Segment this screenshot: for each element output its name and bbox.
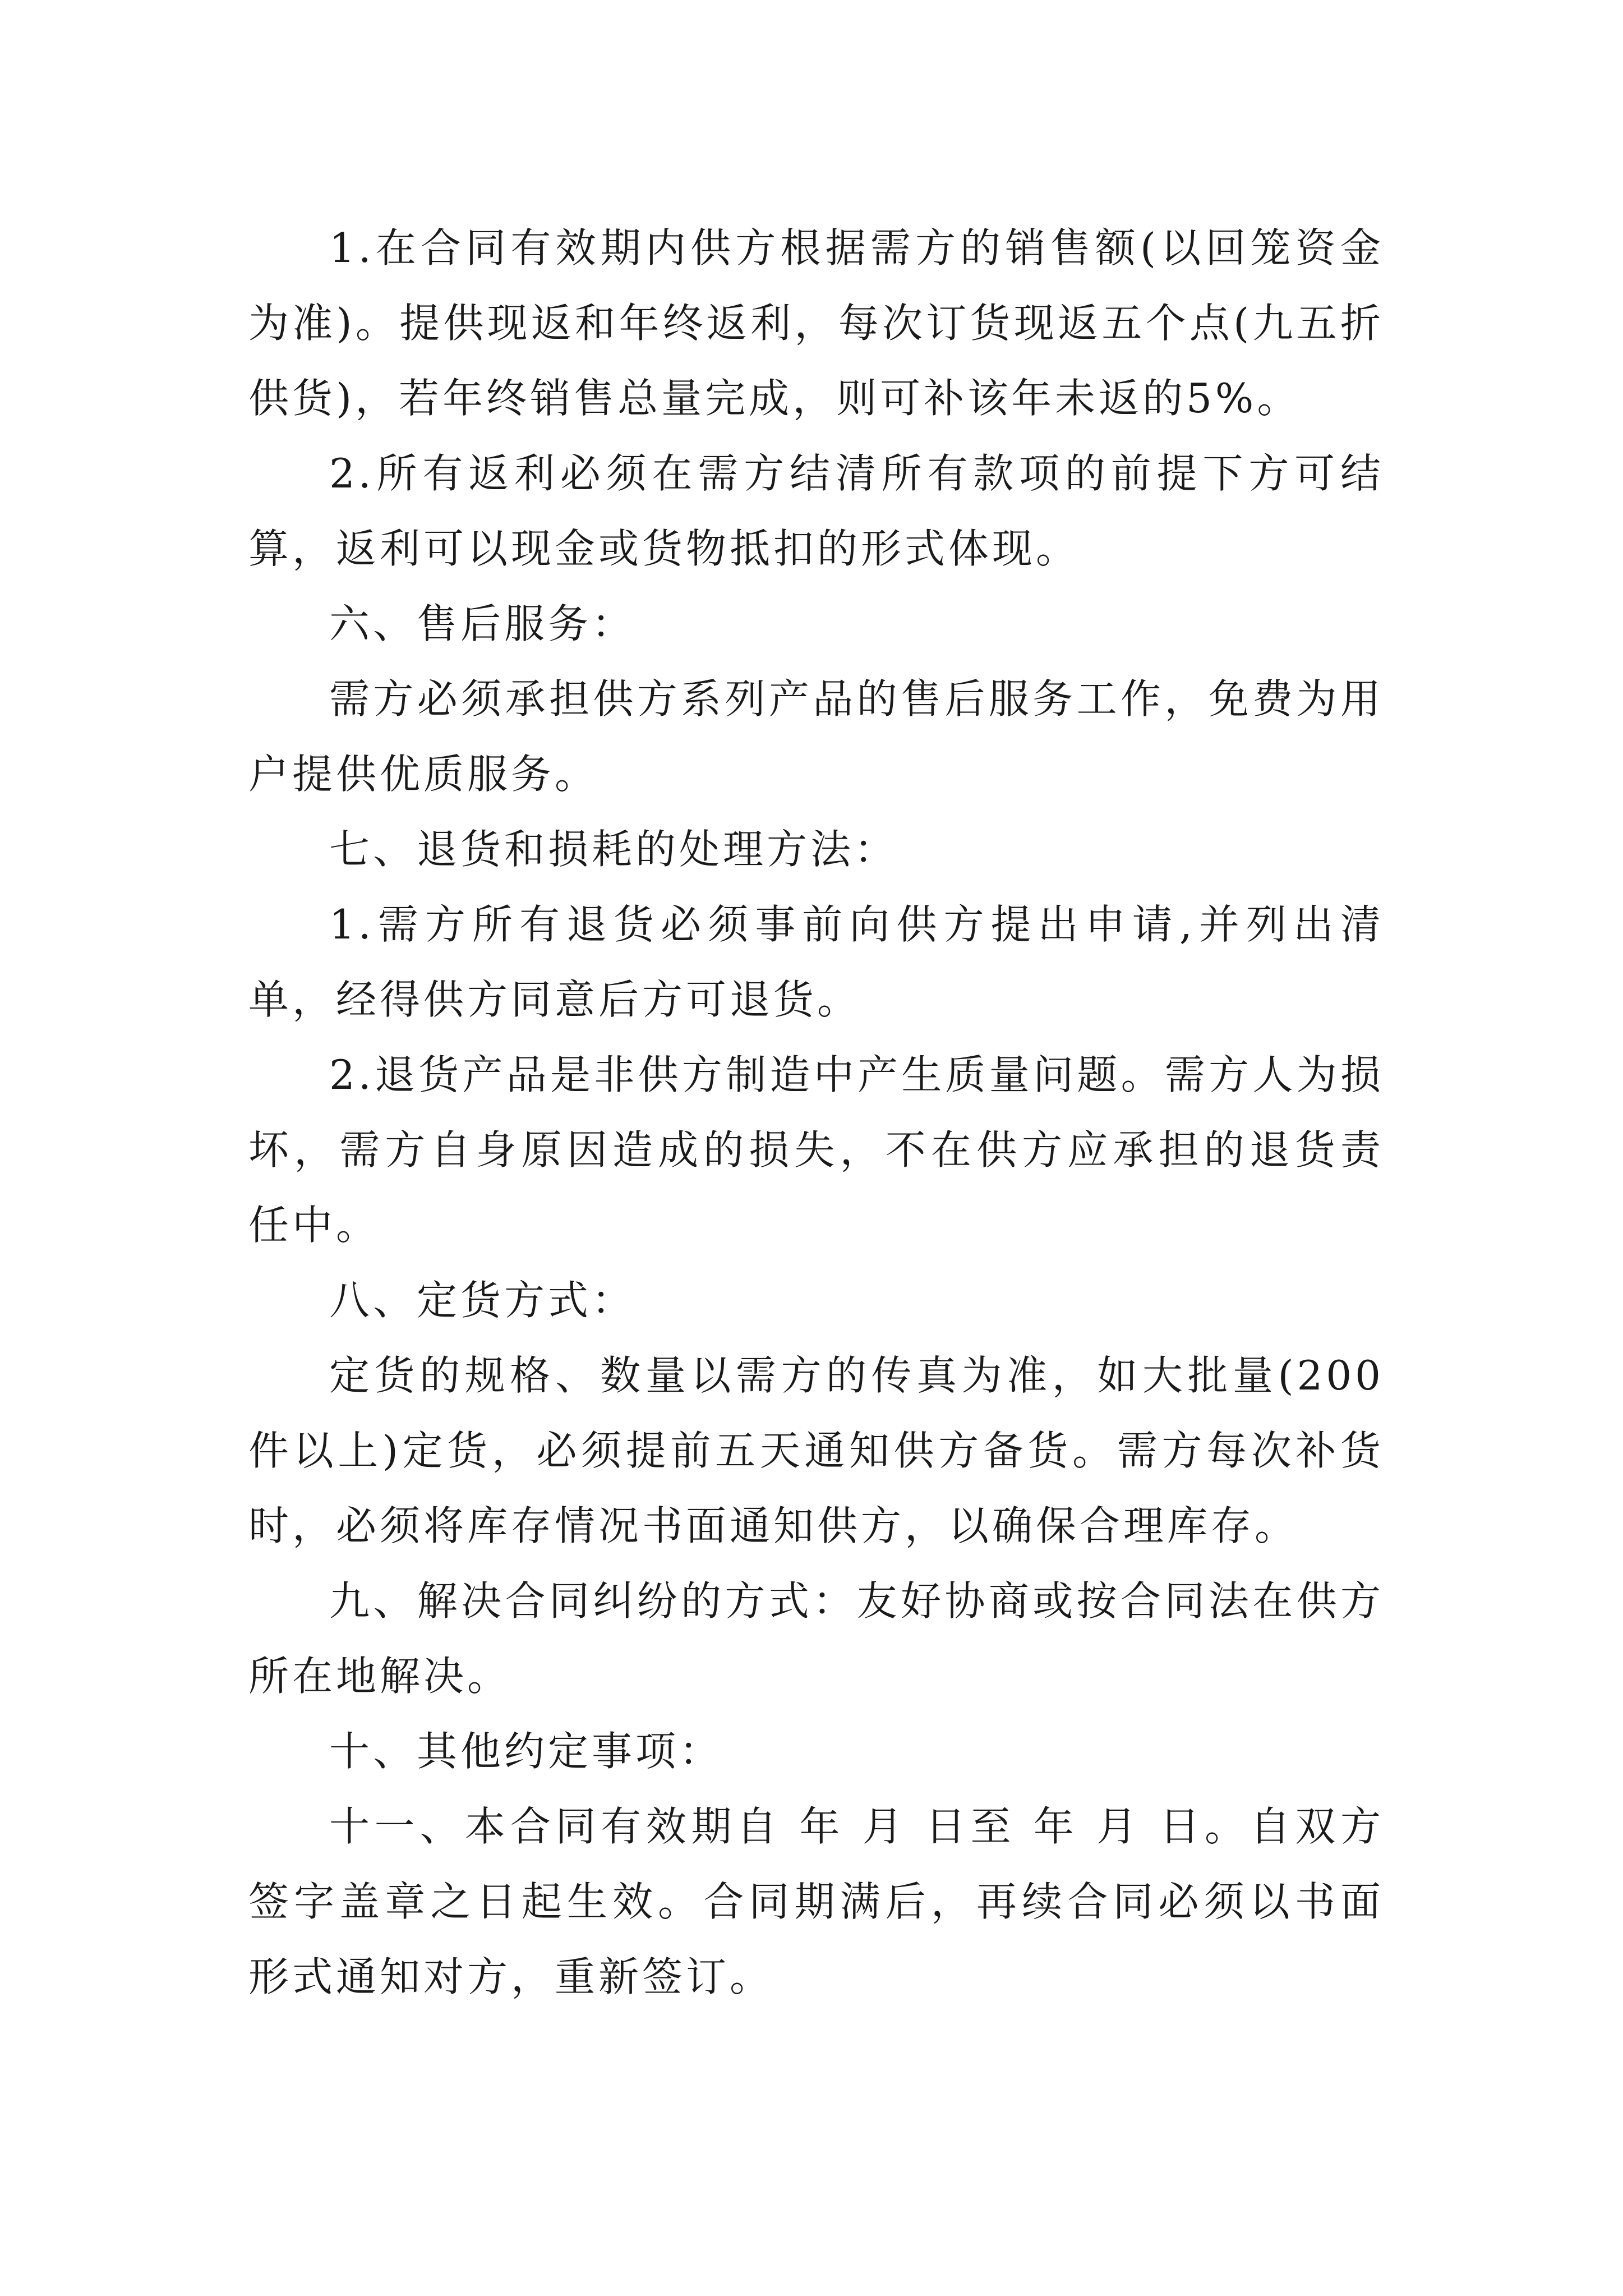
paragraph-ordering: 定货的规格、数量以需方的传真为准，如大批量(200件以上)定货，必须提前五天通知供方备货。需方每次补货时，必须将库存情况书面通知供方，以确保合理库存。	[248, 1352, 1384, 1549]
section-heading-ordering: 八、定货方式：	[329, 1277, 636, 1324]
section-heading-returns: 七、退货和损耗的处理方法：	[329, 826, 898, 873]
paragraph-returns-2: 2.退货产品是非供方制造中产生质量问题。需方人为损坏，需方自身原因造成的损失，不在供方应承担的退货责任中。	[248, 1051, 1384, 1249]
section-heading-other: 十、其他约定事项：	[329, 1728, 723, 1775]
paragraph-rebate-1: 1.在合同有效期内供方根据需方的销售额(以回笼资金为准)。提供现返和年终返利，每次订货现返五个点(九五折供货)，若年终销售总量完成，则可补该年未返的5%。	[248, 224, 1384, 422]
paragraph-disputes: 九、解决合同纠纷的方式：友好协商或按合同法在供方所在地解决。	[248, 1577, 1384, 1700]
paragraph-validity: 十一、本合同有效期自 年 月 日至 年 月 日。自双方签字盖章之日起生效。合同期满后，再续合同必须以书面形式通知对方，重新签订。	[248, 1803, 1384, 2000]
paragraph-after-sales: 需方必须承担供方系列产品的售后服务工作，免费为用户提供优质服务。	[248, 675, 1384, 798]
paragraph-rebate-2: 2.所有返利必须在需方结清所有款项的前提下方可结算，返利可以现金或货物抵扣的形式体现。	[248, 450, 1384, 572]
section-heading-after-sales: 六、售后服务：	[329, 600, 636, 647]
paragraph-returns-1: 1.需方所有退货必须事前向供方提出申请,并列出清单，经得供方同意后方可退货。	[248, 901, 1384, 1023]
document-body	[248, 210, 1384, 2014]
